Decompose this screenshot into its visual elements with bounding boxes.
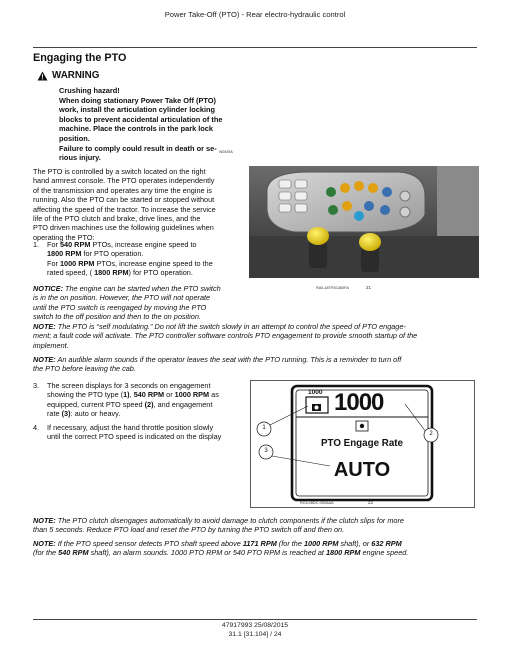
warning-triangle-icon xyxy=(37,71,48,81)
warning-line: rious injury. xyxy=(59,153,101,163)
warning-line: Failure to comply could result in death or se- xyxy=(59,143,217,153)
intro-line: running. Also the PTO can be started or stopped without xyxy=(33,195,215,205)
step-text: The screen displays for 3 seconds on engagement showing the PTO type (1), 540 RPM or 1000 RPM as equipped, current PTO speed (2), and engagement rate (3): auto or heavy. xyxy=(47,381,219,419)
footer-page-number: 31.1 [31.104] / 24 xyxy=(228,631,282,638)
intro-line: operating the PTO: xyxy=(33,232,95,242)
intro-line: affecting the speed of the tractor. To increase the service xyxy=(33,204,216,214)
section-title: Engaging the PTO xyxy=(33,52,127,64)
pto-speed-readout: 1000 xyxy=(334,389,384,416)
running-header: Power Take-Off (PTO) - Rear electro-hydraulic control xyxy=(164,10,346,19)
photo-figure-number: 21 xyxy=(366,285,372,290)
step-text: For 540 RPM PTOs, increase engine speed to 1800 RPM for PTO operation. For 1000 RPM PTOs, increase engine speed to the rated speed, ( 1800 RPM) for PTO operation. xyxy=(47,240,213,278)
note-label: NOTE: xyxy=(33,322,56,331)
callout-3: 3 xyxy=(264,448,268,454)
engage-rate-label: PTO Engage Rate xyxy=(320,438,404,449)
console-illustration xyxy=(249,166,479,278)
warning-line: position. xyxy=(59,133,90,143)
note-label: NOTE: xyxy=(33,516,56,525)
warning-line: Crushing hazard! xyxy=(59,86,120,95)
warning-line: blocks to prevent accidental articulation of the xyxy=(59,114,223,124)
warning-line: machine. Place the controls in the park lock xyxy=(59,124,214,134)
armrest-console-photo xyxy=(249,166,479,278)
step-3 xyxy=(33,381,231,419)
step-1 xyxy=(33,240,245,278)
note-clutch-disengage: NOTE: The PTO clutch disengages automatically to avoid damage to clutch components if the clutch slips for more than 5 seconds. Reduce PTO load and reset the PTO by turning the PTO switch off and then on. xyxy=(33,516,404,535)
note-label: NOTE: xyxy=(33,355,56,364)
photo-code: RAIL18TR01360FA xyxy=(316,286,349,290)
engage-rate-value: AUTO xyxy=(333,459,391,481)
intro-line: of the transmission and operates any time the engine is xyxy=(33,185,212,195)
pto-type-label: 1000 xyxy=(308,389,323,396)
intro-line: life of the PTO clutch and brake, drive lines, and the xyxy=(33,214,201,224)
step-text: If necessary, adjust the hand throttle position slowly until the correct PTO speed is indicated on the display xyxy=(47,423,222,442)
footer-rule xyxy=(33,619,477,620)
warning-code: W0439A xyxy=(219,150,233,154)
warning-text xyxy=(59,86,245,163)
intro-line: hand armrest console. The PTO operates independently xyxy=(33,176,215,186)
pto-display-diagram xyxy=(250,380,475,508)
notice-label: NOTICE: xyxy=(33,284,63,293)
display-code: RCIL08DC-050AAA xyxy=(300,501,334,505)
warning-label: WARNING xyxy=(52,70,100,81)
callout-1: 1 xyxy=(262,425,266,431)
warning-line: work, install the articulation cylinder locking xyxy=(59,105,216,115)
callout-2: 2 xyxy=(429,431,433,437)
step-number: 4. xyxy=(33,423,40,432)
display-figure-number: 22 xyxy=(368,500,374,505)
notice-engine-start: NOTICE: The engine can be started when the PTO switch is in the on position. However, the PTO will not operate until the PTO switch is reengaged by moving the PTO switch to the off position and then to the on position. xyxy=(33,284,221,322)
note-audible-alarm: NOTE: An audible alarm sounds if the operator leaves the seat with the PTO running. This is a reminder to turn off the PTO before leaving the cab. xyxy=(33,355,402,374)
intro-line: The PTO is controlled by a switch located on the right xyxy=(33,167,206,176)
warning-line: When doing stationary Power Take Off (PTO) xyxy=(59,95,216,105)
intro-line: PTO driven machines use the following guidelines when xyxy=(33,223,214,233)
header-rule xyxy=(33,47,477,48)
footer-doc-id: 47917993 25/08/2015 xyxy=(221,622,289,629)
note-label: NOTE: xyxy=(33,539,56,548)
note-self-modulating: NOTE: The PTO is “self modulating.” Do not lift the switch slowly in an attempt to control the speed of PTO engage- ment; a fault code will activate. The PTO controller software controls PTO engagement to provide smooth startup of the implement. xyxy=(33,322,418,350)
step-number: 1. xyxy=(33,240,40,249)
step-number: 3. xyxy=(33,381,40,390)
note-speed-sensor: NOTE: If the PTO speed sensor detects PTO shaft speed above 1171 RPM (for the 1000 RPM shaft), or 632 RPM (for the 540 RPM shaft), an alarm sounds. 1000 PTO RPM or 540 PTO RPM is reached at 1800 RPM engine speed. xyxy=(33,539,409,558)
intro-paragraph xyxy=(33,167,243,242)
step-4 xyxy=(33,423,231,442)
warning-heading xyxy=(37,70,99,81)
